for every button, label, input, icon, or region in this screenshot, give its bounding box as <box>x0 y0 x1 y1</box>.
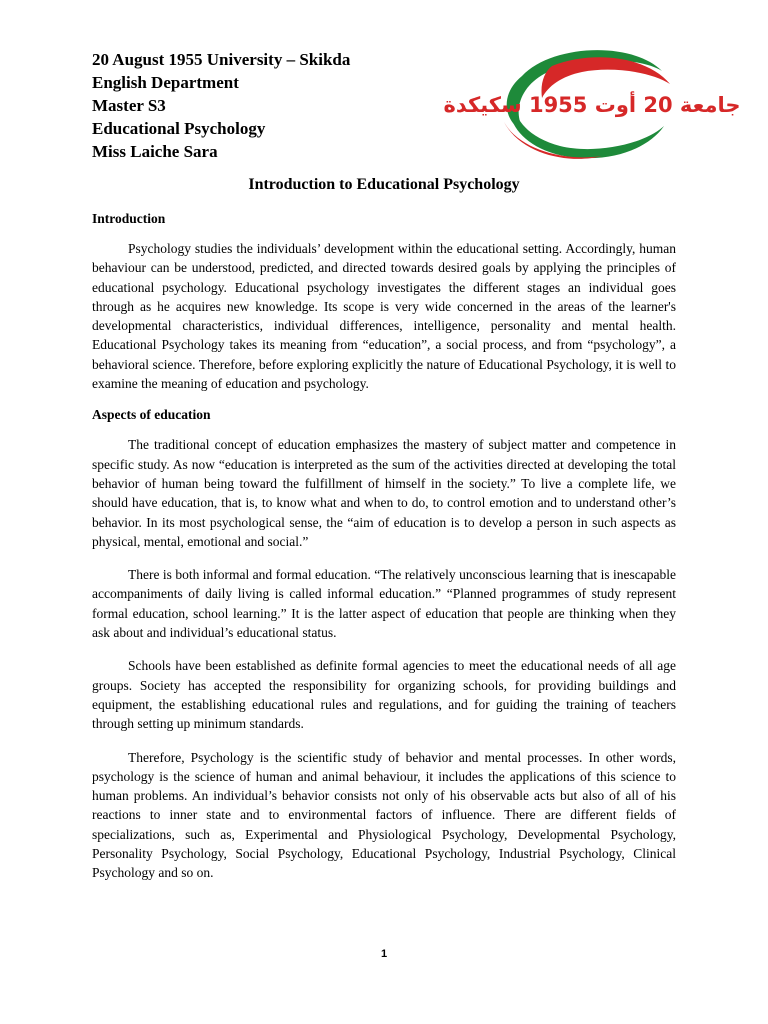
section-heading-introduction: Introduction <box>92 211 166 226</box>
university-logo <box>443 36 741 166</box>
document-title: Introduction to Educational Psychology <box>248 176 520 193</box>
logo-text: جامعة 20 أوت 1955 سكيكدة <box>443 93 741 117</box>
page-number: 1 <box>380 948 388 960</box>
paragraph: Therefore, Psychology is the scientific study of behavior and mental processes. In other words, psychology is the science of human and animal behaviour, it includes the applications of this science to human problems. An individual’s behavior consists not only of his observable acts but also of all of his reactions to inner state and to environmental factors of influence. There are different fields of specializations, such as, Experimental and Physiological Psychology, Developmental Psychology, Personality Psychology, Social Psychology, Educational Psychology, Industrial Psychology, Clinical Psychology and so on. <box>92 749 676 881</box>
paragraph: Schools have been established as definite formal agencies to meet the educational needs of all age groups. Society has accepted the responsibility for organizing schools, for providing buildings and equipment, the establishing educational rules and regulations, and for guiding the training of teachers through setting up minimum standards. <box>92 658 676 732</box>
university-name: 20 August 1955 University – Skikda <box>92 50 351 69</box>
paragraph: The traditional concept of education emphasizes the mastery of subject matter and competence in specific study. As now “education is interpreted as the sum of the activities directed at developing the total behavior of human being toward the fulfillment of himself in the society.” To live a complete life, we should have education, that is, to know what and when to do, to control emotion and to understand other’s behavior. In its most psychological sense, the “aim of education is to develop a person in such aspects as physical, mental, emotional and social.” <box>92 437 676 549</box>
paragraph: Psychology studies the individuals’ development within the educational setting. Accordingly, human behaviour can be understood, predicted, and directed towards desired goals by applying the principles of educational psychology. Educational psychology investigates the different stages an individual goes through as he acquires new knowledge. Its scope is very wide concerned in the areas of the learner's developmental characteristics, individual differences, intelligence, personality and mental health. Educational Psychology takes its meaning from “education”, a social process, and from “psychology”, a behavioral science. Therefore, before exploring explicitly the nature of Educational Psychology, it is well to examine the meaning of education and psychology. <box>92 241 676 392</box>
document-body <box>92 211 676 897</box>
department-name: English Department <box>92 73 239 92</box>
section-heading-aspects-of-education: Aspects of education <box>92 407 211 423</box>
document-header <box>92 48 350 163</box>
teacher-name: Miss Laiche Sara <box>92 142 218 161</box>
paragraph: There is both informal and formal education. “The relatively unconscious learning that is inescapable accompaniments of daily living is called informal education.” “Planned programmes of study represent formal education, school learning.” It is the latter aspect of education that people are thinking when they ask about and individual’s educational status. <box>92 567 676 641</box>
module-name: Educational Psychology <box>92 119 266 138</box>
level-name: Master S3 <box>92 96 166 115</box>
